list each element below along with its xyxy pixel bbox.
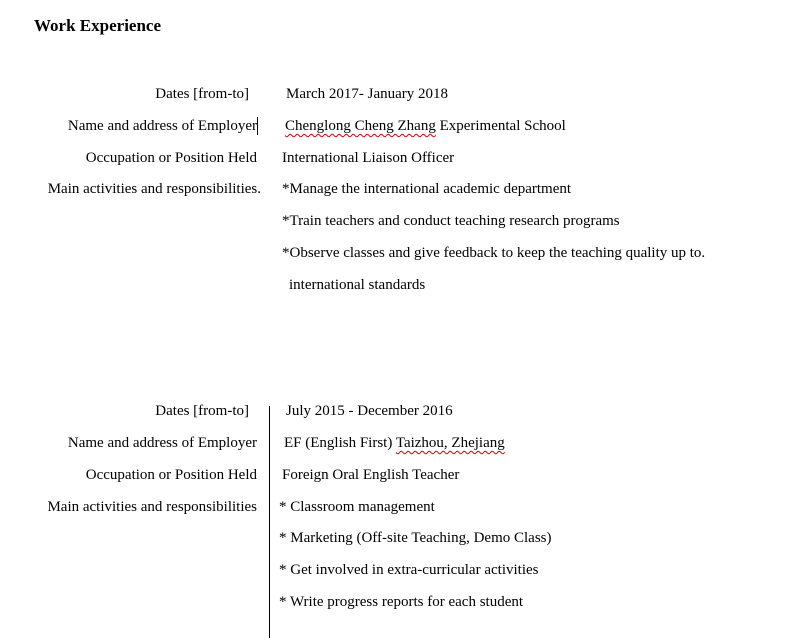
employer-value	[285, 118, 566, 135]
occupation-label: Occupation or Position Held	[85, 150, 257, 166]
spellcheck-underlined-text: Chenglong Cheng Zhang	[285, 118, 436, 134]
activity-item: * Get involved in extra-curricular activities	[279, 562, 539, 578]
spellcheck-underlined-text: Taizhou, Zhejiang	[395, 435, 505, 451]
employer-value-start: EF (English First)	[284, 435, 396, 451]
employer-value	[284, 435, 505, 452]
dates-value: July 2015 - December 2016	[286, 403, 453, 419]
dates-label: Dates [from-to]	[155, 403, 249, 419]
activity-item: *Observe classes and give feedback to keep the teaching quality up to.	[282, 245, 706, 261]
activities-label: Main activities and responsibilities	[47, 499, 257, 515]
activity-item: *Train teachers and conduct teaching research programs	[282, 213, 620, 229]
column-divider	[269, 406, 270, 638]
dates-label: Dates [from-to]	[155, 86, 249, 102]
section-heading: Work Experience	[34, 16, 162, 35]
occupation-value: Foreign Oral English Teacher	[282, 467, 460, 483]
occupation-value: International Liaison Officer	[282, 150, 455, 166]
dates-value: March 2017- January 2018	[286, 86, 449, 102]
activity-item: * Write progress reports for each student	[279, 594, 524, 610]
employer-value-rest: Experimental School	[435, 118, 566, 134]
employer-label: Name and address of Employer	[67, 435, 257, 451]
activity-item: * Marketing (Off-site Teaching, Demo Class)	[279, 530, 552, 546]
occupation-label: Occupation or Position Held	[85, 467, 257, 483]
employer-label: Name and address of Employer	[67, 118, 257, 134]
text-cursor	[257, 117, 258, 135]
activities-label: Main activities and responsibilities.	[47, 181, 261, 197]
activity-item: * Classroom management	[279, 499, 435, 515]
activity-item: *Manage the international academic department	[282, 181, 572, 197]
activity-item: international standards	[289, 277, 426, 293]
